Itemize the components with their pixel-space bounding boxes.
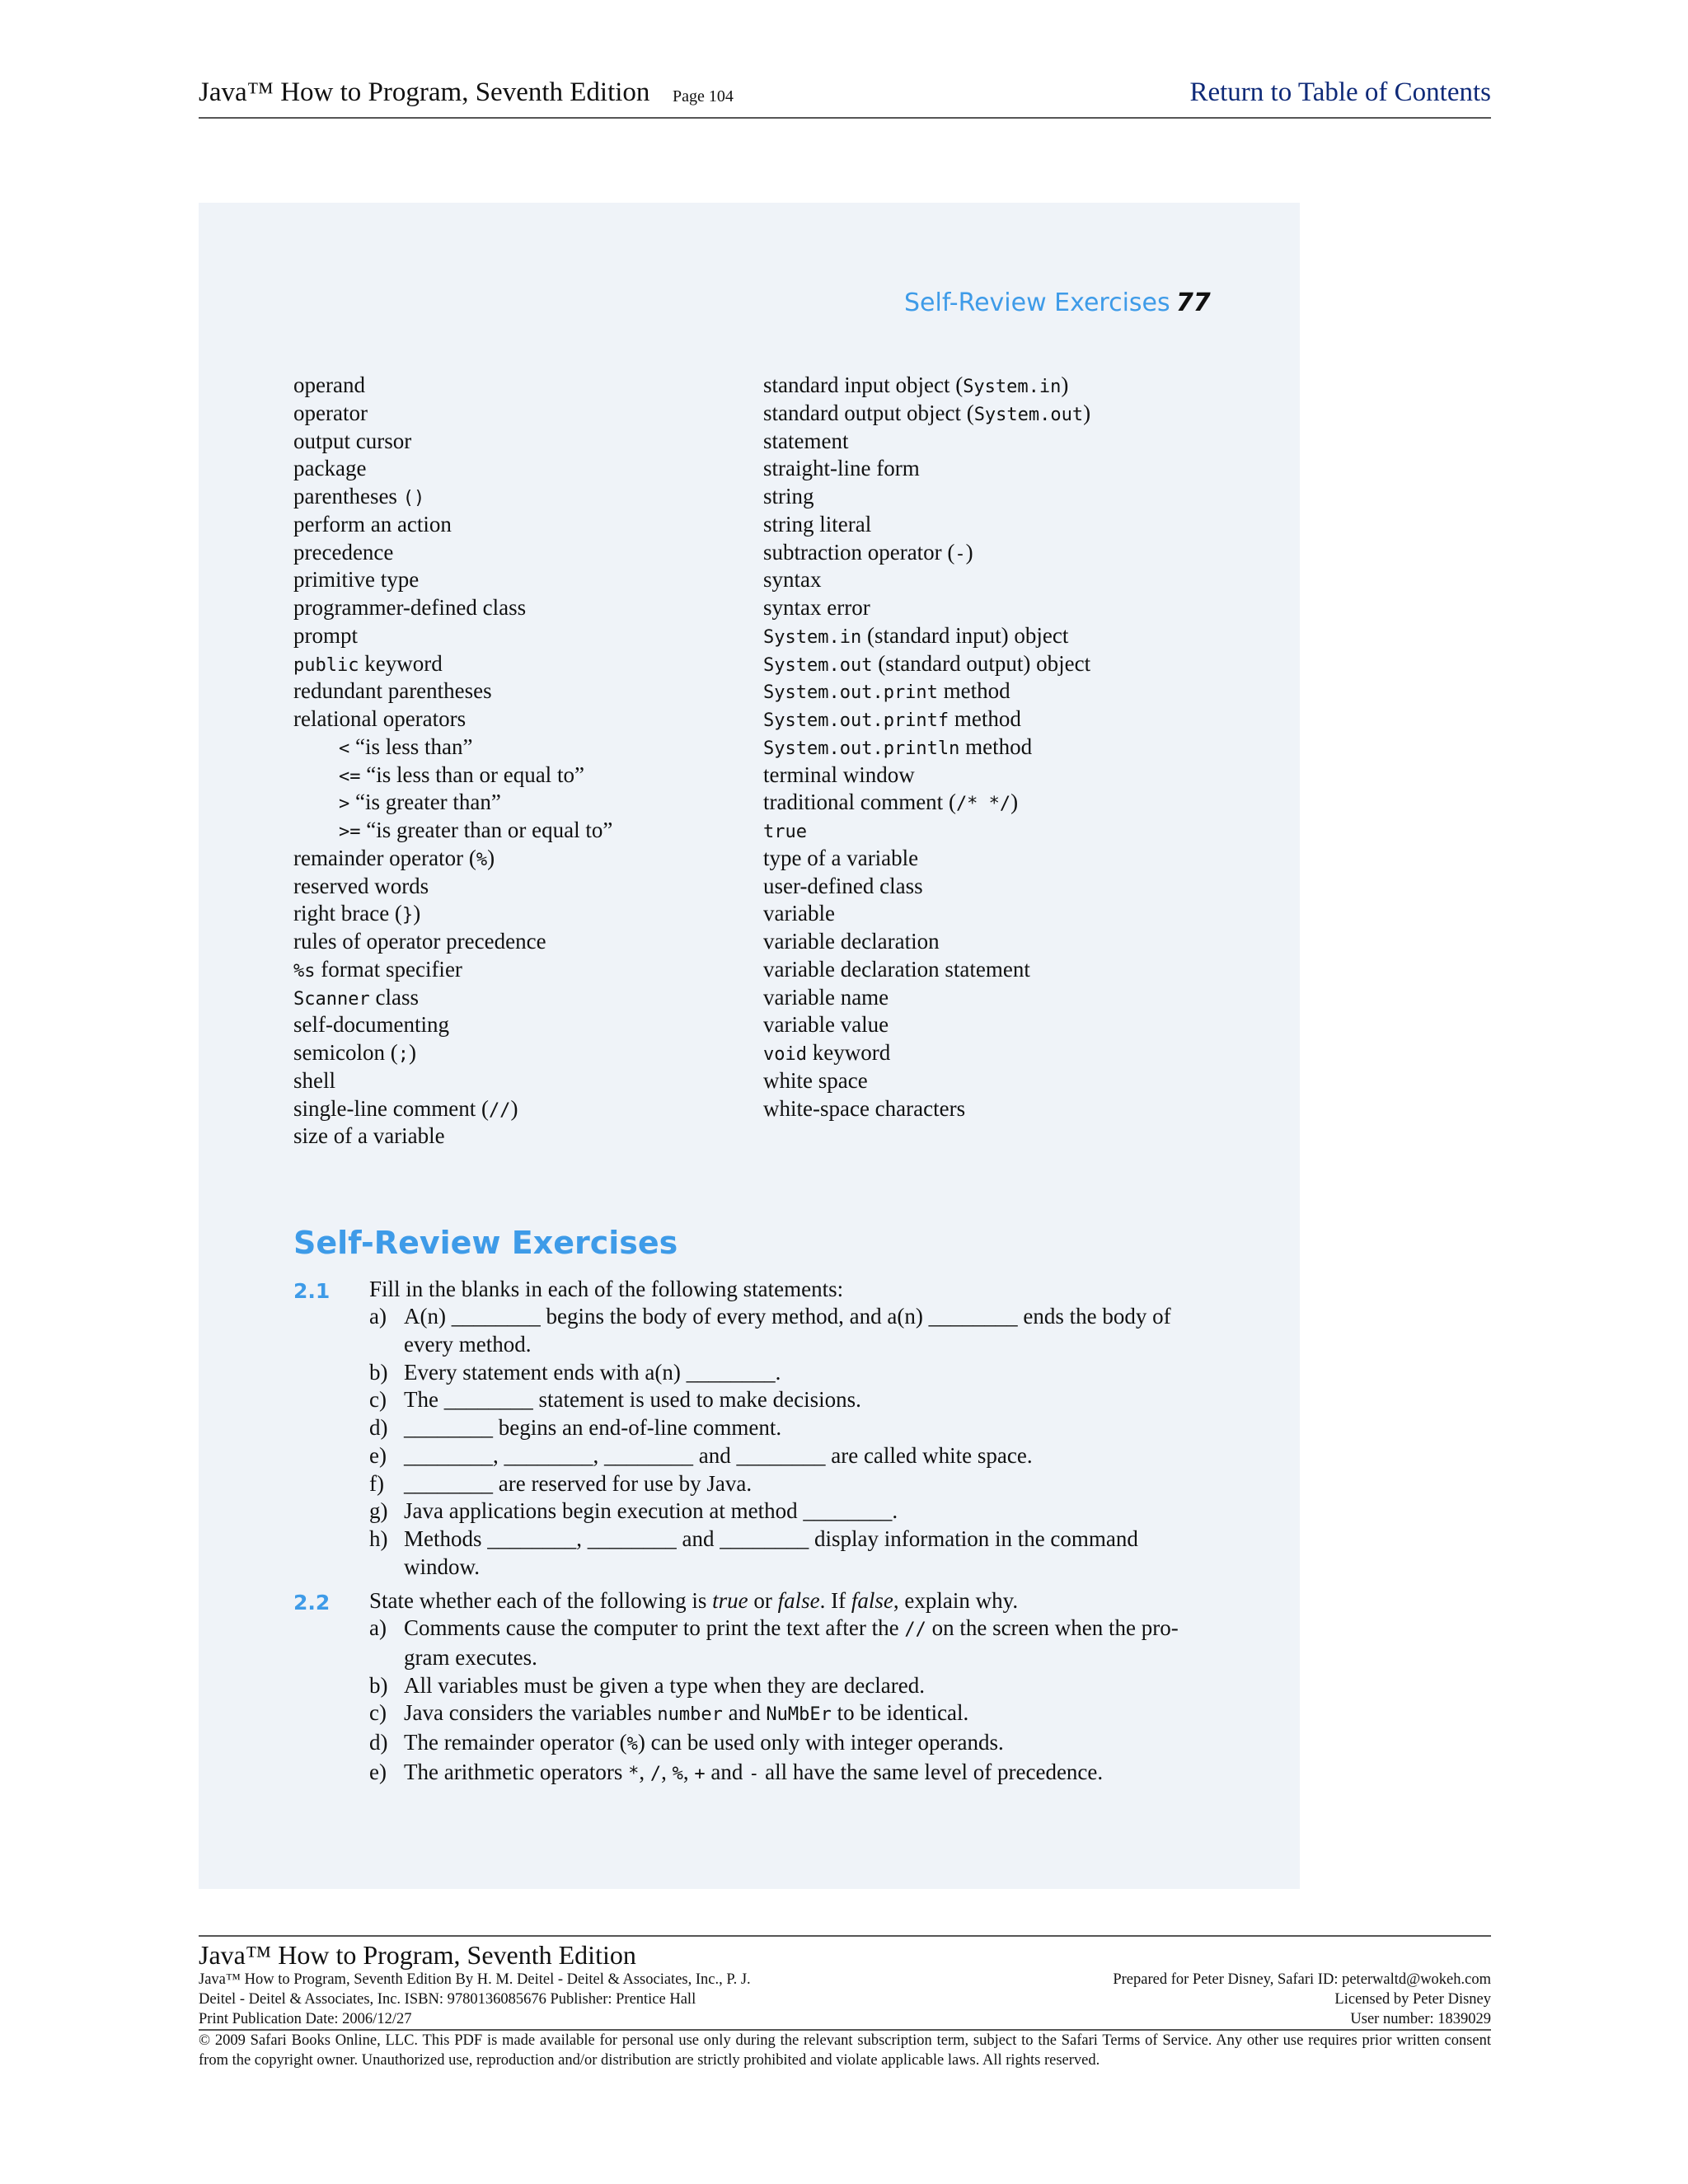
running-head: Self-Review Exercises — [904, 288, 1170, 317]
code-text: System.in — [963, 377, 1062, 397]
exercise-item — [369, 1414, 1198, 1442]
code-text: %s — [293, 960, 316, 982]
license-line: Prepared for Peter Disney, Safari ID: peterwaltd@wokeh.com — [1113, 1971, 1491, 1988]
code-text: true — [763, 822, 807, 842]
text-segment: perform an action — [293, 511, 452, 537]
text-segment: and — [722, 1700, 767, 1726]
terminology-column-right — [763, 372, 1225, 1122]
emphasis-text: false — [777, 1588, 820, 1613]
text-segment: on the screen when the pro-gram executes. — [404, 1615, 1179, 1670]
text-segment: class — [369, 984, 419, 1010]
text-segment: Every statement ends with a(n) ________. — [404, 1359, 781, 1385]
text-segment: programmer-defined class — [293, 595, 527, 620]
text-segment: method — [959, 733, 1033, 759]
exercise-item — [369, 1615, 1198, 1672]
text-segment: semicolon ( — [293, 1040, 398, 1065]
text-segment: redundant parentheses — [293, 678, 492, 704]
term-entry — [763, 650, 1225, 678]
term-entry — [293, 483, 738, 511]
exercise-item — [369, 1303, 1198, 1359]
text-segment: “is less than or equal to” — [360, 762, 584, 787]
text-segment: The remainder operator ( — [404, 1730, 627, 1755]
term-entry — [763, 677, 1225, 705]
code-text: % — [626, 1734, 638, 1755]
item-label: e) — [369, 1759, 387, 1784]
text-segment: ________, ________, ________ and ________ are called white space. — [404, 1442, 1033, 1468]
license-line: Licensed by Peter Disney — [1334, 1991, 1491, 2008]
text-segment: relational operators — [293, 706, 467, 731]
code-text: - — [954, 543, 966, 565]
term-entry — [293, 677, 738, 705]
term-entry — [763, 1095, 1225, 1123]
text-segment: primitive type — [293, 567, 420, 593]
term-entry — [293, 372, 738, 400]
item-label: a) — [369, 1304, 387, 1329]
text-segment: ________ begins an end-of-line comment. — [404, 1415, 782, 1440]
text-segment: operator — [293, 400, 368, 425]
footer-title: Java™ How to Program, Seventh Edition — [199, 1940, 636, 1970]
exercise-items — [369, 1615, 1198, 1788]
term-entry — [763, 455, 1225, 483]
text-segment: standard input object ( — [763, 373, 964, 397]
text-segment: single-line comment ( — [293, 1095, 489, 1121]
item-label: b) — [369, 1359, 388, 1385]
terminology-column-left — [293, 372, 738, 1151]
term-entry — [293, 511, 738, 539]
code-text: } — [401, 905, 414, 926]
text-segment: keyword — [359, 650, 443, 676]
item-label: h) — [369, 1526, 388, 1551]
text-segment: remainder operator ( — [293, 845, 476, 870]
text-segment: all have the same level of precedence. — [759, 1759, 1104, 1784]
text-segment: traditional comment ( — [763, 790, 956, 815]
term-entry — [763, 483, 1225, 511]
term-entry — [763, 984, 1225, 1012]
publication-info — [199, 1970, 924, 2029]
term-entry — [293, 1039, 738, 1067]
item-label: a) — [369, 1615, 387, 1640]
section-heading: Self-Review Exercises — [293, 1225, 678, 1261]
text-segment: statement — [763, 428, 849, 453]
text-segment: variable — [763, 901, 835, 926]
text-segment: operand — [293, 373, 365, 397]
term-entry — [763, 1039, 1225, 1067]
exercise-stem — [369, 1275, 1193, 1303]
text-segment: Comments cause the computer to print the text after the — [404, 1615, 905, 1640]
text-segment: self-documenting — [293, 1012, 449, 1038]
term-entry — [763, 845, 1225, 873]
book-title: Java™ How to Program, Seventh Edition — [199, 77, 650, 107]
term-entry — [293, 1095, 738, 1123]
text-segment: or — [748, 1588, 778, 1613]
text-segment: All variables must be given a type when they are declared. — [404, 1672, 926, 1698]
code-text: System.out.printf — [763, 710, 950, 731]
text-segment: “is greater than or equal to” — [360, 818, 613, 842]
term-entry — [763, 873, 1225, 901]
exercise-stem — [369, 1586, 1193, 1615]
text-segment: (standard input) object — [861, 622, 1069, 648]
term-entry — [763, 900, 1225, 928]
code-text: < — [339, 738, 350, 759]
text-segment: “is greater than” — [349, 790, 501, 815]
code-text: /* */ — [955, 794, 1011, 815]
term-entry — [293, 594, 738, 622]
term-entry — [293, 873, 738, 901]
text-segment: ) — [965, 539, 973, 565]
text-segment: , explain why. — [893, 1588, 1019, 1613]
text-segment: package — [293, 456, 367, 481]
term-entry — [763, 539, 1225, 567]
code-text: () — [402, 488, 425, 509]
text-segment: ) — [413, 901, 421, 926]
text-segment: user-defined class — [763, 873, 923, 898]
term-entry — [763, 566, 1225, 594]
term-entry — [293, 455, 738, 483]
exercise-item — [369, 1699, 1198, 1729]
copyright-notice: © 2009 Safari Books Online, LLC. This PDF is made available for personal use only during the relevant subscription term, subject to the Safari Terms of Service. Any other use requires prior written consent from the copyright owner. Unauthorized use, reproduction and/or distribution are strictly prohibited and violate applicable laws. All rights reserved. — [199, 2029, 1491, 2070]
term-entry — [763, 1011, 1225, 1039]
exercise-item — [369, 1672, 1198, 1700]
text-segment: The ________ statement is used to make decisions. — [404, 1387, 861, 1413]
term-entry — [763, 789, 1225, 817]
text-segment: ) — [487, 845, 495, 870]
text-segment: Java considers the variables — [404, 1700, 658, 1726]
code-text: Scanner — [293, 988, 370, 1010]
emphasis-text: true — [712, 1588, 748, 1613]
text-segment: shell — [293, 1067, 335, 1093]
page-number: 77 — [1176, 288, 1211, 317]
term-entry — [293, 650, 738, 678]
text-segment: Java applications begin execution at method ________. — [404, 1498, 898, 1524]
text-segment: Fill in the blanks in each of the following statements: — [369, 1277, 844, 1301]
code-text: System.in — [763, 626, 862, 648]
term-entry — [763, 594, 1225, 622]
code-text: // — [904, 1619, 926, 1640]
exercise-number: 2.1 — [293, 1279, 331, 1303]
text-segment: ) — [1061, 373, 1069, 397]
exercise-item — [369, 1386, 1198, 1414]
term-entry — [293, 956, 738, 984]
text-segment: and — [705, 1759, 749, 1784]
term-entry — [763, 622, 1225, 650]
code-text: >= — [339, 822, 361, 842]
exercise-item — [369, 1470, 1198, 1498]
term-entry — [763, 956, 1225, 984]
text-segment: to be identical. — [831, 1700, 969, 1726]
term-entry — [293, 928, 738, 956]
text-segment: syntax — [763, 567, 822, 593]
code-text: % — [476, 849, 488, 870]
item-label: e) — [369, 1442, 387, 1468]
text-segment: format specifier — [315, 956, 462, 982]
text-segment: Methods ________, ________ and ________ display information in the command window. — [404, 1526, 1138, 1579]
code-text: > — [339, 794, 350, 815]
term-entry — [763, 705, 1225, 733]
term-entry — [293, 733, 738, 762]
item-label: d) — [369, 1415, 388, 1440]
text-segment: The arithmetic operators — [404, 1759, 629, 1784]
term-entry — [293, 622, 738, 650]
footer — [199, 1935, 1491, 2069]
term-entry — [293, 817, 738, 845]
text-segment: ) — [510, 1095, 518, 1121]
text-segment: A(n) ________ begins the body of every method, and a(n) ________ ends the body of every method. — [404, 1304, 1171, 1357]
term-entry — [293, 705, 738, 733]
code-text: NuMbEr — [766, 1704, 832, 1726]
term-entry — [763, 817, 1225, 845]
text-segment: string literal — [763, 511, 872, 537]
text-segment: variable value — [763, 1012, 889, 1038]
text-segment: size of a variable — [293, 1123, 445, 1149]
top-header — [199, 76, 1491, 119]
text-segment: subtraction operator ( — [763, 539, 955, 565]
text-segment: ) can be used only with integer operands. — [637, 1730, 1004, 1755]
text-segment: prompt — [293, 622, 358, 648]
text-segment: ________ are reserved for use by Java. — [404, 1470, 753, 1496]
emphasis-text: false — [851, 1588, 893, 1613]
term-entry — [293, 900, 738, 928]
term-entry — [293, 845, 738, 873]
code-text: / — [649, 1763, 662, 1784]
term-entry — [293, 539, 738, 567]
code-text: % — [672, 1763, 683, 1784]
text-segment: reserved words — [293, 873, 429, 898]
term-entry — [763, 762, 1225, 790]
term-entry — [293, 1067, 738, 1095]
term-entry — [293, 566, 738, 594]
text-segment: terminal window — [763, 762, 915, 787]
text-segment: precedence — [293, 539, 394, 565]
code-text: - — [748, 1763, 760, 1784]
publication-line: Print Publication Date: 2006/12/27 — [199, 2011, 412, 2027]
text-segment: keyword — [806, 1040, 891, 1065]
code-text: void — [763, 1044, 807, 1065]
license-line: User number: 1839029 — [1350, 2011, 1491, 2027]
item-label: b) — [369, 1672, 388, 1698]
term-entry — [293, 789, 738, 817]
exercise-item — [369, 1759, 1198, 1788]
code-text: System.out — [763, 654, 873, 676]
code-text: * — [628, 1763, 640, 1784]
term-entry — [293, 1122, 738, 1151]
text-segment: State whether each of the following is — [369, 1588, 713, 1613]
text-segment: (standard output) object — [872, 650, 1091, 676]
term-entry — [293, 400, 738, 428]
publication-line: Deitel - Deitel & Associates, Inc. ISBN: 9780136085676 Publisher: Prentice Hall — [199, 1991, 696, 2008]
text-segment: right brace ( — [293, 901, 402, 926]
text-segment: “is less than” — [349, 733, 473, 759]
exercise-item — [369, 1442, 1198, 1470]
text-segment: , — [639, 1759, 650, 1784]
text-segment: ) — [1010, 790, 1019, 815]
text-segment: ) — [408, 1040, 416, 1065]
term-entry — [293, 428, 738, 456]
code-text: // — [488, 1099, 511, 1121]
code-text: ; — [397, 1044, 409, 1065]
term-entry — [763, 511, 1225, 539]
item-label: d) — [369, 1730, 388, 1755]
exercise-number: 2.2 — [293, 1591, 331, 1615]
code-text: System.out — [973, 404, 1084, 425]
book-page — [199, 203, 1300, 1889]
term-entry — [763, 1067, 1225, 1095]
text-segment: method — [937, 678, 1010, 704]
text-segment: . If — [819, 1588, 851, 1613]
text-segment: output cursor — [293, 428, 412, 453]
text-segment: method — [949, 706, 1021, 731]
exercise-items — [369, 1303, 1198, 1582]
term-entry — [763, 733, 1225, 762]
code-text: System.out.print — [763, 682, 938, 704]
exercise-item — [369, 1497, 1198, 1526]
code-text: number — [657, 1704, 723, 1726]
term-entry — [763, 428, 1225, 456]
text-segment: variable declaration statement — [763, 956, 1030, 982]
item-label: g) — [369, 1498, 388, 1524]
license-info — [914, 1970, 1491, 2029]
code-text: <= — [339, 766, 361, 787]
text-segment: type of a variable — [763, 845, 919, 870]
text-segment: syntax error — [763, 595, 870, 620]
text-segment: , — [661, 1759, 673, 1784]
code-text: + — [694, 1763, 706, 1784]
text-segment: white-space characters — [763, 1095, 966, 1121]
item-label: c) — [369, 1700, 387, 1726]
term-entry — [293, 984, 738, 1012]
text-segment: rules of operator precedence — [293, 929, 546, 954]
text-segment: variable name — [763, 984, 889, 1010]
text-segment: standard output object ( — [763, 400, 974, 425]
text-segment: parentheses — [293, 484, 403, 509]
term-entry — [763, 372, 1225, 400]
page-label: Page 104 — [673, 87, 734, 105]
item-label: c) — [369, 1387, 387, 1413]
text-segment: , — [682, 1759, 695, 1784]
text-segment: white space — [763, 1067, 868, 1093]
text-segment: string — [763, 484, 814, 509]
item-label: f) — [369, 1470, 384, 1496]
code-text: public — [293, 654, 359, 676]
term-entry — [293, 1011, 738, 1039]
term-entry — [763, 928, 1225, 956]
return-to-toc-link[interactable]: Return to Table of Contents — [1189, 77, 1491, 107]
code-text: System.out.println — [763, 738, 960, 759]
exercise-item — [369, 1729, 1198, 1759]
publication-line: Java™ How to Program, Seventh Edition By H. M. Deitel - Deitel & Associates, Inc., P. J. — [199, 1971, 751, 1988]
term-entry — [763, 400, 1225, 428]
exercise-item — [369, 1526, 1198, 1582]
text-segment: straight-line form — [763, 456, 920, 481]
text-segment: ) — [1083, 400, 1091, 425]
text-segment: variable declaration — [763, 929, 940, 954]
exercise-item — [369, 1359, 1198, 1387]
term-entry — [293, 762, 738, 790]
